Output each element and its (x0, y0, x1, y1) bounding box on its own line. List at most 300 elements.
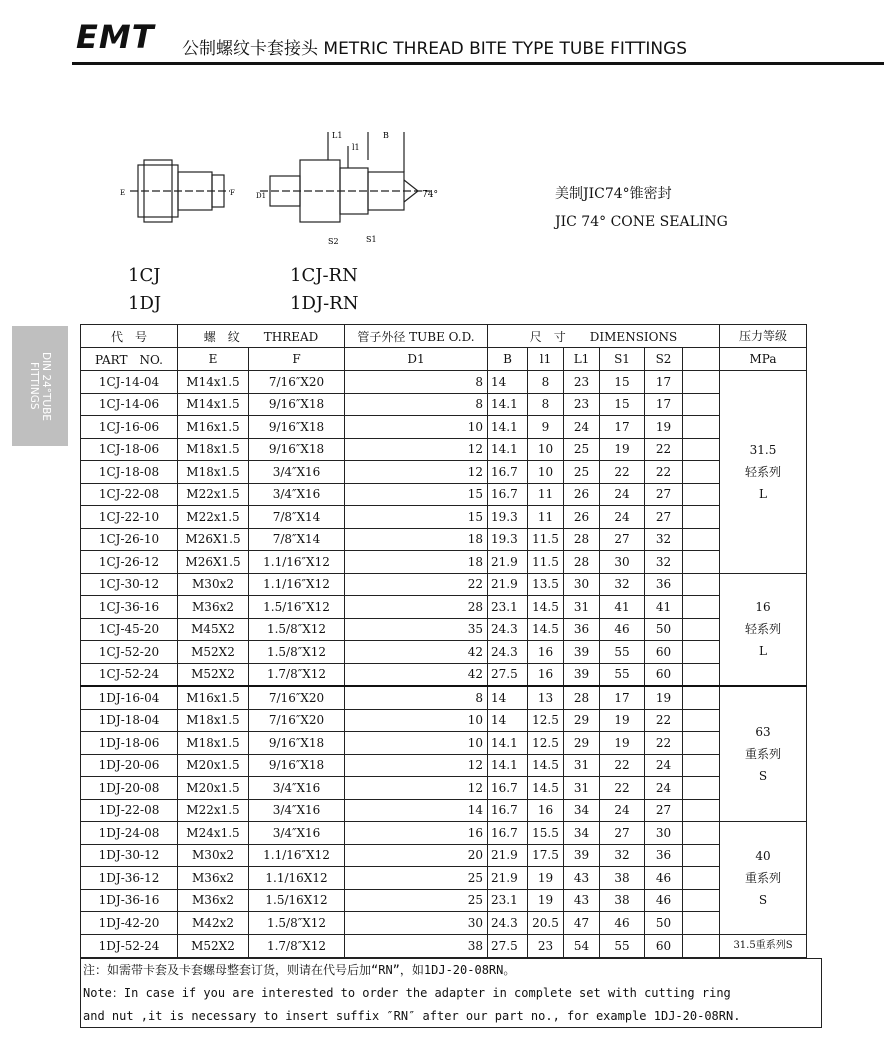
table-row (81, 889, 807, 912)
e-thread-cell: M36x2 (178, 867, 249, 890)
part-no-cell: 1DJ-22-08 (81, 799, 178, 822)
fitting-drawings (100, 120, 460, 260)
header-rule (72, 62, 884, 65)
part-no-cell: 1CJ-22-10 (81, 506, 178, 529)
s2-cell: 41 (645, 596, 683, 619)
b-cell: 19.3 (488, 528, 528, 551)
code-1cj-rn: 1CJ-RN (290, 265, 358, 286)
note-line-en-1: Note：In case if you are interested to order the adapter in complete set with cutting ring (83, 986, 731, 1000)
L1-cell: 29 (564, 709, 600, 732)
part-no-cell: 1CJ-16-06 (81, 416, 178, 439)
blank-cell (683, 686, 720, 709)
pressure-group-cell (720, 573, 807, 686)
seal-label-en: JIC 74° CONE SEALING (555, 214, 728, 230)
l1-cell: 20.5 (528, 912, 564, 935)
f-thread-cell: 3/4″X16 (249, 777, 345, 800)
s2-cell: 17 (645, 393, 683, 416)
pressure-line: 重系列 (744, 747, 781, 761)
f-thread-cell: 7/8″X14 (249, 528, 345, 551)
l1-cell: 19 (528, 867, 564, 890)
d1-cell: 42 (345, 641, 488, 664)
note-line-en-2: and nut ,it is necessary to insert suffix ″RN″ after our part no., for example 1DJ-20-08RN. (83, 1009, 741, 1023)
s1-cell: 32 (600, 573, 645, 596)
e-thread-cell: M30x2 (178, 844, 249, 867)
part-no-cell: 1CJ-30-12 (81, 573, 178, 596)
d1-cell: 15 (345, 483, 488, 506)
l1-cell: 23 (528, 934, 564, 957)
b-cell: 16.7 (488, 483, 528, 506)
f-thread-cell: 1.1/16″X12 (249, 844, 345, 867)
seal-label-cn: 美制JIC74°锥密封 (555, 186, 672, 202)
blank-cell (683, 822, 720, 845)
b-cell: 21.9 (488, 573, 528, 596)
L1-cell: 31 (564, 777, 600, 800)
header-s2: S2 (645, 348, 683, 371)
f-thread-cell: 1.1/16″X12 (249, 573, 345, 596)
s2-cell: 60 (645, 663, 683, 686)
s1-cell: 19 (600, 709, 645, 732)
s2-cell: 32 (645, 551, 683, 574)
s2-cell: 22 (645, 438, 683, 461)
s2-cell: 46 (645, 889, 683, 912)
b-cell: 14.1 (488, 438, 528, 461)
blank-cell (683, 573, 720, 596)
label-angle: 74° (422, 190, 438, 200)
s2-cell: 36 (645, 573, 683, 596)
part-no-cell: 1DJ-20-08 (81, 777, 178, 800)
L1-cell: 54 (564, 934, 600, 957)
L1-cell: 23 (564, 393, 600, 416)
blank-cell (683, 732, 720, 755)
b-cell: 14.1 (488, 754, 528, 777)
l1-cell: 9 (528, 416, 564, 439)
part-no-cell: 1DJ-52-24 (81, 934, 178, 957)
blank-cell (683, 934, 720, 957)
page-title: 公制螺纹卡套接头 METRIC THREAD BITE TYPE TUBE FITTINGS (182, 39, 688, 59)
d1-cell: 30 (345, 912, 488, 935)
e-thread-cell: M52X2 (178, 934, 249, 957)
part-no-cell: 1DJ-36-16 (81, 889, 178, 912)
b-cell: 14.1 (488, 393, 528, 416)
b-cell: 16.7 (488, 822, 528, 845)
table-row (81, 934, 807, 957)
s2-cell: 27 (645, 506, 683, 529)
header-d1: D1 (345, 348, 488, 371)
blank-cell (683, 371, 720, 394)
code-1dj: 1DJ (128, 293, 162, 314)
table-row (81, 596, 807, 619)
e-thread-cell: M36x2 (178, 596, 249, 619)
l1-cell: 13 (528, 686, 564, 709)
e-thread-cell: M18x1.5 (178, 709, 249, 732)
b-cell: 21.9 (488, 844, 528, 867)
e-thread-cell: M20x1.5 (178, 777, 249, 800)
d1-cell: 42 (345, 663, 488, 686)
d1-cell: 8 (345, 371, 488, 394)
pressure-line: 16 (755, 600, 771, 615)
b-cell: 21.9 (488, 551, 528, 574)
pressure-line: 重系列 (744, 870, 781, 885)
l1-cell: 14.5 (528, 754, 564, 777)
part-no-cell: 1CJ-18-08 (81, 461, 178, 484)
label-b: B (383, 131, 389, 140)
d1-cell: 25 (345, 889, 488, 912)
b-cell: 16.7 (488, 799, 528, 822)
e-thread-cell: M18x1.5 (178, 461, 249, 484)
blank-cell (683, 528, 720, 551)
l1-cell: 11 (528, 483, 564, 506)
s1-cell: 19 (600, 732, 645, 755)
b-cell: 14 (488, 686, 528, 709)
f-thread-cell: 7/8″X14 (249, 506, 345, 529)
s1-cell: 30 (600, 551, 645, 574)
label-s1: S1 (366, 235, 377, 244)
e-thread-cell: M14x1.5 (178, 393, 249, 416)
e-thread-cell: M18x1.5 (178, 732, 249, 755)
d1-cell: 12 (345, 461, 488, 484)
d1-cell: 20 (345, 844, 488, 867)
s2-cell: 60 (645, 641, 683, 664)
b-cell: 16.7 (488, 777, 528, 800)
b-cell: 23.1 (488, 596, 528, 619)
part-no-cell: 1CJ-36-16 (81, 596, 178, 619)
part-no-cell: 1DJ-20-06 (81, 754, 178, 777)
s2-cell: 60 (645, 934, 683, 957)
l1-cell: 15.5 (528, 822, 564, 845)
l1-cell: 13.5 (528, 573, 564, 596)
blank-cell (683, 483, 720, 506)
l1-cell: 11 (528, 506, 564, 529)
drawing-1cj-rn (260, 132, 430, 222)
blank-cell (683, 551, 720, 574)
s1-cell: 27 (600, 528, 645, 551)
seal-label (555, 180, 728, 236)
d1-cell: 25 (345, 867, 488, 890)
table-row (81, 663, 807, 686)
e-thread-cell: M42x2 (178, 912, 249, 935)
f-thread-cell: 9/16″X18 (249, 732, 345, 755)
e-thread-cell: M14x1.5 (178, 371, 249, 394)
table-row (81, 777, 807, 800)
l1-cell: 17.5 (528, 844, 564, 867)
e-thread-cell: M26X1.5 (178, 551, 249, 574)
s1-cell: 27 (600, 822, 645, 845)
dimensions-table (80, 324, 807, 958)
f-thread-cell: 1.5/16X12 (249, 889, 345, 912)
s1-cell: 46 (600, 912, 645, 935)
d1-cell: 18 (345, 528, 488, 551)
codes-right (290, 262, 358, 318)
L1-cell: 26 (564, 483, 600, 506)
header-f: F (249, 348, 345, 371)
s1-cell: 38 (600, 867, 645, 890)
s1-cell: 22 (600, 777, 645, 800)
l1-cell: 11.5 (528, 551, 564, 574)
header-b: B (488, 348, 528, 371)
table-row (81, 822, 807, 845)
s1-cell: 15 (600, 371, 645, 394)
blank-cell (683, 889, 720, 912)
header-e: E (178, 348, 249, 371)
L1-cell: 25 (564, 438, 600, 461)
l1-cell: 19 (528, 889, 564, 912)
pressure-group-cell (720, 686, 807, 822)
table-row (81, 686, 807, 709)
f-thread-cell: 3/4″X16 (249, 483, 345, 506)
s2-cell: 22 (645, 461, 683, 484)
b-cell: 21.9 (488, 867, 528, 890)
b-cell: 24.3 (488, 618, 528, 641)
table-row (81, 912, 807, 935)
pressure-group-cell (720, 371, 807, 574)
L1-cell: 31 (564, 596, 600, 619)
s1-cell: 55 (600, 641, 645, 664)
f-thread-cell: 9/16″X18 (249, 416, 345, 439)
b-cell: 14.1 (488, 732, 528, 755)
order-note (80, 958, 822, 1028)
label-f: F (230, 189, 235, 197)
table-row (81, 461, 807, 484)
f-thread-cell: 1.5/8″X12 (249, 912, 345, 935)
table-row (81, 528, 807, 551)
s2-cell: 27 (645, 483, 683, 506)
L1-cell: 34 (564, 822, 600, 845)
blank-cell (683, 799, 720, 822)
f-thread-cell: 3/4″X16 (249, 822, 345, 845)
e-thread-cell: M30x2 (178, 573, 249, 596)
table-row (81, 416, 807, 439)
s1-cell: 17 (600, 416, 645, 439)
part-no-cell: 1DJ-42-20 (81, 912, 178, 935)
s2-cell: 24 (645, 777, 683, 800)
table-row (81, 709, 807, 732)
pressure-line: 轻系列 (744, 464, 781, 479)
d1-cell: 10 (345, 732, 488, 755)
s1-cell: 38 (600, 889, 645, 912)
L1-cell: 25 (564, 461, 600, 484)
s2-cell: 50 (645, 618, 683, 641)
part-no-cell: 1CJ-26-10 (81, 528, 178, 551)
label-l1-upper: L1 (332, 131, 343, 140)
table-row (81, 573, 807, 596)
l1-cell: 16 (528, 663, 564, 686)
f-thread-cell: 1.7/8″X12 (249, 663, 345, 686)
L1-cell: 23 (564, 371, 600, 394)
L1-cell: 24 (564, 416, 600, 439)
table-row (81, 754, 807, 777)
e-thread-cell: M36x2 (178, 889, 249, 912)
e-thread-cell: M22x1.5 (178, 483, 249, 506)
table-header-row-1 (81, 325, 807, 348)
l1-cell: 10 (528, 461, 564, 484)
blank-cell (683, 844, 720, 867)
d1-cell: 12 (345, 438, 488, 461)
emt-logo: EMT (76, 18, 155, 56)
pressure-line: S (758, 892, 768, 907)
e-thread-cell: M52X2 (178, 641, 249, 664)
part-no-cell: 1CJ-14-04 (81, 371, 178, 394)
header-blank (683, 348, 720, 371)
table-row (81, 438, 807, 461)
header-part-no: PART NO. (81, 348, 178, 371)
table-row (81, 371, 807, 394)
l1-cell: 14.5 (528, 618, 564, 641)
l1-cell: 14.5 (528, 596, 564, 619)
f-thread-cell: 7/16″X20 (249, 709, 345, 732)
part-no-cell: 1DJ-16-04 (81, 686, 178, 709)
s2-cell: 30 (645, 822, 683, 845)
d1-cell: 12 (345, 777, 488, 800)
b-cell: 27.5 (488, 934, 528, 957)
pressure-line: 轻系列 (744, 622, 781, 637)
blank-cell (683, 461, 720, 484)
code-1cj: 1CJ (128, 265, 161, 286)
e-thread-cell: M45X2 (178, 618, 249, 641)
L1-cell: 43 (564, 889, 600, 912)
s1-cell: 41 (600, 596, 645, 619)
s2-cell: 17 (645, 371, 683, 394)
s1-cell: 55 (600, 934, 645, 957)
L1-cell: 30 (564, 573, 600, 596)
l1-cell: 10 (528, 438, 564, 461)
e-thread-cell: M26X1.5 (178, 528, 249, 551)
s2-cell: 22 (645, 732, 683, 755)
header-tube: 管子外径 TUBE O.D. (345, 325, 488, 348)
f-thread-cell: 7/16″X20 (249, 371, 345, 394)
part-no-cell: 1DJ-36-12 (81, 867, 178, 890)
f-thread-cell: 7/16″X20 (249, 686, 345, 709)
s2-cell: 50 (645, 912, 683, 935)
label-l1-lower: l1 (352, 143, 360, 152)
label-s2: S2 (328, 237, 339, 246)
d1-cell: 12 (345, 754, 488, 777)
d1-cell: 8 (345, 393, 488, 416)
l1-cell: 16 (528, 799, 564, 822)
table-row (81, 551, 807, 574)
s1-cell: 22 (600, 461, 645, 484)
part-no-cell: 1DJ-24-08 (81, 822, 178, 845)
e-thread-cell: M16x1.5 (178, 416, 249, 439)
header-s1: S1 (600, 348, 645, 371)
L1-cell: 26 (564, 506, 600, 529)
L1-cell: 28 (564, 528, 600, 551)
s2-cell: 19 (645, 416, 683, 439)
label-e: E (120, 189, 126, 197)
d1-cell: 15 (345, 506, 488, 529)
b-cell: 24.3 (488, 641, 528, 664)
s1-cell: 55 (600, 663, 645, 686)
header-dimensions: 尺 寸 DIMENSIONS (488, 325, 720, 348)
l1-cell: 12.5 (528, 709, 564, 732)
f-thread-cell: 9/16″X18 (249, 754, 345, 777)
L1-cell: 34 (564, 799, 600, 822)
L1-cell: 39 (564, 844, 600, 867)
l1-cell: 12.5 (528, 732, 564, 755)
s1-cell: 22 (600, 754, 645, 777)
f-thread-cell: 1.5/8″X12 (249, 641, 345, 664)
table-row (81, 799, 807, 822)
table-header-row-2 (81, 348, 807, 371)
d1-cell: 35 (345, 618, 488, 641)
l1-cell: 8 (528, 393, 564, 416)
s1-cell: 15 (600, 393, 645, 416)
pressure-line: 40 (755, 848, 771, 863)
d1-cell: 14 (345, 799, 488, 822)
d1-cell: 18 (345, 551, 488, 574)
f-thread-cell: 9/16″X18 (249, 438, 345, 461)
table-row (81, 844, 807, 867)
side-tab-label: DIN 24°TUBE FITTINGS (28, 351, 52, 421)
table-row (81, 393, 807, 416)
pressure-group-cell (720, 934, 807, 957)
s2-cell: 24 (645, 754, 683, 777)
L1-cell: 47 (564, 912, 600, 935)
f-thread-cell: 3/4″X16 (249, 799, 345, 822)
b-cell: 14 (488, 371, 528, 394)
b-cell: 24.3 (488, 912, 528, 935)
pressure-line: L (759, 644, 767, 659)
header-pressure: 压力等级 (720, 325, 807, 348)
pressure-group-cell (720, 822, 807, 935)
blank-cell (683, 912, 720, 935)
e-thread-cell: M22x1.5 (178, 506, 249, 529)
e-thread-cell: M24x1.5 (178, 822, 249, 845)
f-thread-cell: 1.1/16″X12 (249, 551, 345, 574)
e-thread-cell: M20x1.5 (178, 754, 249, 777)
f-thread-cell: 9/16″X18 (249, 393, 345, 416)
table-row (81, 483, 807, 506)
b-cell: 16.7 (488, 461, 528, 484)
page-header (72, 14, 886, 64)
l1-cell: 16 (528, 641, 564, 664)
L1-cell: 28 (564, 551, 600, 574)
header-thread: 螺 纹 THREAD (178, 325, 345, 348)
blank-cell (683, 393, 720, 416)
side-tab (12, 326, 68, 446)
L1-cell: 39 (564, 663, 600, 686)
pressure-line: S (758, 769, 768, 783)
d1-cell: 38 (345, 934, 488, 957)
part-no-cell: 1CJ-14-06 (81, 393, 178, 416)
b-cell: 14 (488, 709, 528, 732)
b-cell: 23.1 (488, 889, 528, 912)
part-no-cell: 1DJ-30-12 (81, 844, 178, 867)
b-cell: 14.1 (488, 416, 528, 439)
s1-cell: 32 (600, 844, 645, 867)
blank-cell (683, 596, 720, 619)
blank-cell (683, 663, 720, 686)
l1-cell: 14.5 (528, 777, 564, 800)
L1-cell: 43 (564, 867, 600, 890)
s1-cell: 17 (600, 686, 645, 709)
blank-cell (683, 867, 720, 890)
code-1dj-rn: 1DJ-RN (290, 293, 359, 314)
s1-cell: 19 (600, 438, 645, 461)
part-no-cell: 1CJ-26-12 (81, 551, 178, 574)
pressure-line: 63 (755, 725, 771, 739)
codes-left (128, 262, 161, 318)
blank-cell (683, 709, 720, 732)
header-part: 代 号 (81, 325, 178, 348)
d1-cell: 8 (345, 686, 488, 709)
d1-cell: 10 (345, 709, 488, 732)
pressure-line: 31.5重系列S (733, 939, 793, 951)
header-l1: l1 (528, 348, 564, 371)
f-thread-cell: 1.7/8″X12 (249, 934, 345, 957)
part-no-cell: 1CJ-18-06 (81, 438, 178, 461)
table-row (81, 618, 807, 641)
f-thread-cell: 1.1/16X12 (249, 867, 345, 890)
